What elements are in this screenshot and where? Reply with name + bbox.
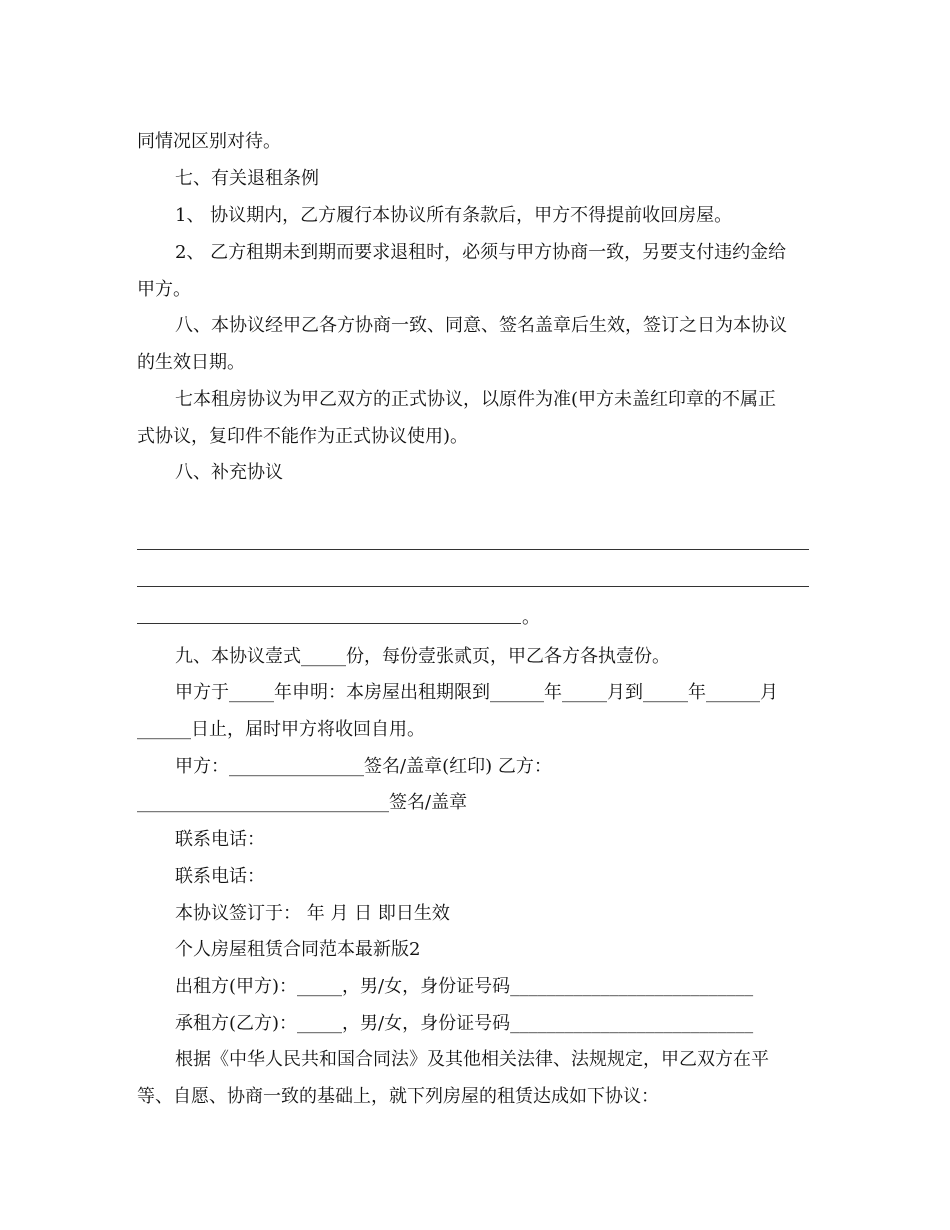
text-line: 同情况区别对待。 [137, 131, 281, 152]
section-heading: 七、有关退租条例 [175, 168, 319, 189]
blank-underline [137, 549, 809, 550]
text-line: 等、自愿、协商一致的基础上，就下列房屋的租赁达成如下协议： [137, 1086, 659, 1107]
text-line: 式协议，复印件不能作为正式协议使用)。 [137, 426, 469, 447]
text-line: 。 [522, 607, 540, 628]
text-line: 甲方于_____年申明：本房屋出租期限到______年_____月到_____年______月 [175, 682, 778, 703]
blank-underline [137, 623, 521, 624]
section-heading: 八、补充协议 [175, 462, 283, 483]
text-line: 的生效日期。 [137, 352, 245, 373]
text-line: 九、本协议壹式_____份，每份壹张贰页，甲乙各方各执壹份。 [175, 646, 670, 667]
text-line: 八、本协议经甲乙各方协商一致、同意、签名盖章后生效，签订之日为本协议 [175, 315, 787, 336]
party-line: 出租方(甲方)：_____，男/女，身份证号码___________________________ [175, 976, 754, 997]
signature-line: 甲方：_______________签名/盖章(红印) 乙方： [175, 756, 552, 777]
date-line: 本协议签订于： 年 月 日 即日生效 [175, 903, 450, 924]
text-line: 甲方。 [137, 279, 191, 300]
party-line: 承租方(乙方)：_____，男/女，身份证号码___________________________ [175, 1013, 754, 1034]
blank-underline [137, 586, 809, 587]
document-title: 个人房屋租赁合同范本最新版2 [175, 939, 421, 960]
text-line: ______日止，届时甲方将收回自用。 [137, 719, 425, 740]
signature-line: ____________________________签名/盖章 [137, 792, 468, 813]
contact-line: 联系电话： [175, 866, 265, 887]
text-line: 1、 协议期内，乙方履行本协议所有条款后，甲方不得提前收回房屋。 [175, 205, 733, 226]
text-line: 根据《中华人民共和国合同法》及其他相关法律、法规规定，甲乙双方在平 [175, 1049, 769, 1070]
contact-line: 联系电话： [175, 829, 265, 850]
text-line: 七本租房协议为甲乙双方的正式协议，以原件为准(甲方未盖红印章的不属正 [175, 389, 777, 410]
text-line: 2、 乙方租期未到期而要求退租时，必须与甲方协商一致，另要支付违约金给 [175, 242, 787, 263]
